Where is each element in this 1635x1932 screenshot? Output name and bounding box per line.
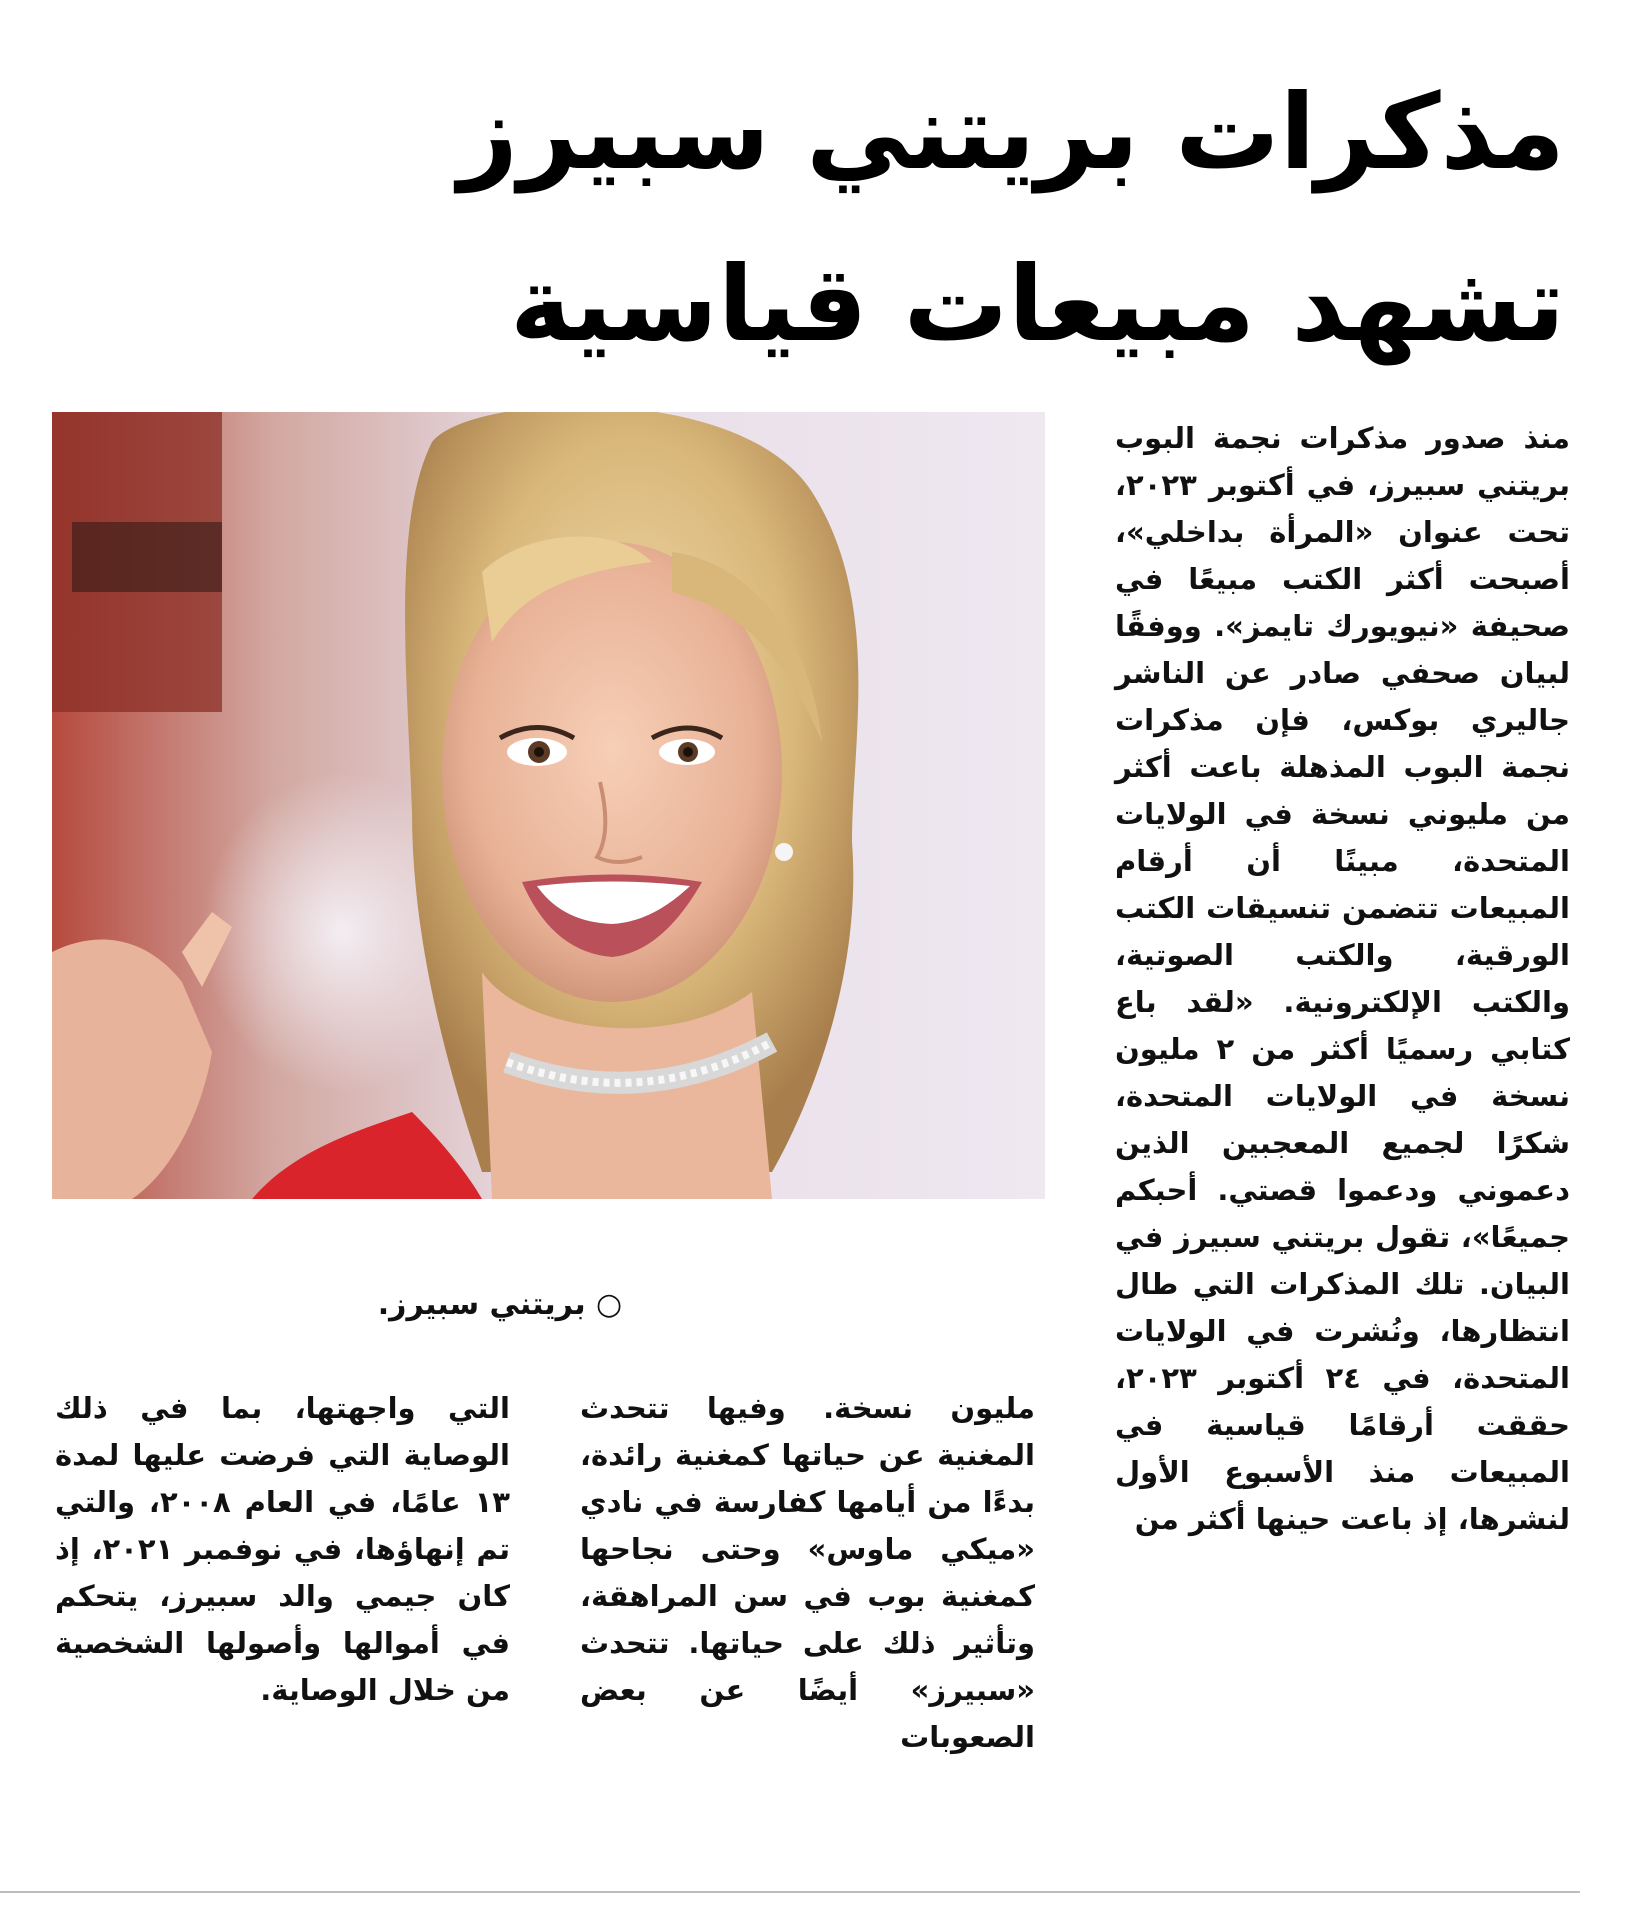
- photo-caption: ○ بريتني سبيرز.: [377, 1287, 623, 1322]
- headline-line-1: مذكرات بريتني سبيرز: [458, 71, 1565, 193]
- article-column-1: منذ صدور مذكرات نجمة البوب بريتني سبيرز، في أكتوبر ٢٠٢٣، تحت عنوان «المرأة بداخلي»، أصبحت أكثر الكتب مبيعًا في صحيفة «نيويورك تايمز». ووفقًا لبيان صحفي صادر عن الناشر جاليري بوكس، فإن مذكرات نجمة البوب المذهلة باعت أكثر من مليوني نسخة في الولايات المتحدة، مبينًا أن أرقام المبيعات تتضمن تنسيقات الكتب الورقية، والكتب الصوتية، والكتب الإلكترونية. «لقد باع كتابي رسميًا أكثر من ٢ مليون نسخة في الولايات المتحدة، شكرًا لجميع المعجبين الذين دعموني ودعموا قصتي. أحبكم جميعًا»، تقول بريتني سبيرز في البيان. تلك المذكرات التي طال انتظارها، ونُشرت في الولايات المتحدة، في ٢٤ أكتوبر ٢٠٢٣، حققت أرقامًا قياسية في المبيعات منذ الأسبوع الأول لنشرها، إذ باعت حينها أكثر من: [1115, 421, 1570, 1536]
- bottom-divider: [0, 1891, 1580, 1893]
- headline-line-2: تشهد مبيعات قياسية: [510, 243, 1565, 365]
- article-column-2: مليون نسخة. وفيها تتحدث المغنية عن حياتها كمغنية رائدة، بدءًا من أيامها كفارسة في نادي «ميكي ماوس» وحتى نجاحها كمغنية بوب في سن المراهقة، وتأثير ذلك على حياتها. تتحدث «سبيرز» أيضًا عن بعض الصعوبات: [580, 1391, 1035, 1754]
- article-column-3: التي واجهتها، بما في ذلك الوصاية التي فرضت عليها لمدة ١٣ عامًا، في العام ٢٠٠٨، والتي تم إنهاؤها، في نوفمبر ٢٠٢١، إذ كان جيمي والد سبيرز، يتحكم في أموالها وأصولها الشخصية من خلال الوصاية.: [55, 1391, 510, 1707]
- article-photo: [52, 412, 1045, 1199]
